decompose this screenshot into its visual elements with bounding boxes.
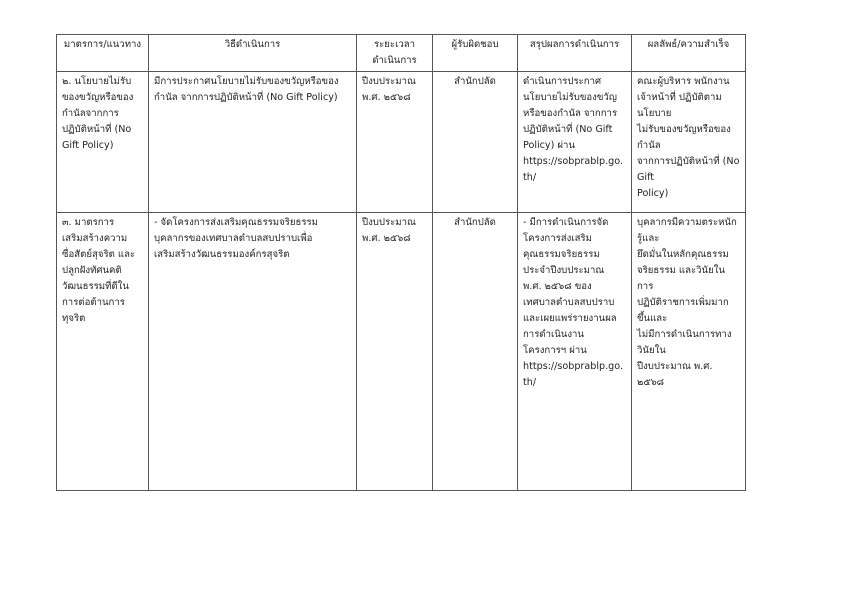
summary-cell: ดำเนินการประกาศ นโยบายไม่รับของขวัญ หรือของกำนัล จากการ ปฏิบัติหน้าที่ (No Gift Policy) ผ่าน https://sobprablp.go. th/: [518, 72, 632, 213]
header-summary: สรุปผลการดำเนินการ: [518, 35, 632, 72]
measure-cell: ๓. มาตรการ เสริมสร้างความ ซื่อสัตย์สุจริต และ ปลูกฝังทัศนคติ วัฒนธรรมที่ดีใน การต่อต้านการ ทุจริต: [57, 213, 149, 491]
method-cell: - จัดโครงการส่งเสริมคุณธรรมจริยธรรม บุคลากรของเทศบาลตำบลสบปราบเพื่อ เสริมสร้างวัฒนธรรมองค์กรสุจริต: [149, 213, 357, 491]
measures-table: [56, 34, 746, 491]
method-cell: มีการประกาศนโยบายไม่รับของขวัญหรือของ กำนัล จากการปฏิบัติหน้าที่ (No Gift Policy): [149, 72, 357, 213]
period-cell: ปีงบประมาณ พ.ศ. ๒๕๖๘: [357, 72, 433, 213]
result-cell: คณะผู้บริหาร พนักงาน เจ้าหน้าที่ ปฏิบัติตามนโยบาย ไม่รับของขวัญหรือของกำนัล จากการปฏิบัติหน้าที่ (No Gift Policy): [632, 72, 746, 213]
table-row: [57, 213, 746, 491]
responsible-cell: สำนักปลัด: [433, 72, 518, 213]
header-responsible: ผู้รับผิดชอบ: [433, 35, 518, 72]
table-row: [57, 72, 746, 213]
header-result: ผลลัพธ์/ความสำเร็จ: [632, 35, 746, 72]
header-period: ระยะเวลา ดำเนินการ: [357, 35, 433, 72]
period-cell: ปีงบประมาณ พ.ศ. ๒๕๖๘: [357, 213, 433, 491]
table-header-row: [57, 35, 746, 72]
summary-cell: - มีการดำเนินการจัด โครงการส่งเสริม คุณธรรมจริยธรรม ประจำปีงบประมาณ พ.ศ. ๒๕๖๘ ของ เทศบาลตำบลสบปราบ และเผยแพร่รายงานผล การดำเนินงาน โครงการฯ ผ่าน https://sobprablp.go. th/: [518, 213, 632, 491]
result-cell: บุคลากรมีความตระหนักรู้และ ยึดมั่นในหลักคุณธรรม จริยธรรม และวินัยในการ ปฏิบัติราชการเพิ่มมากขึ้นและ ไม่มีการดำเนินการทางวินัยใน ปีงบประมาณ พ.ศ. ๒๕๖๘: [632, 213, 746, 491]
responsible-cell: สำนักปลัด: [433, 213, 518, 491]
header-measure: มาตรการ/แนวทาง: [57, 35, 149, 72]
measure-cell: ๒. นโยบายไม่รับ ของขวัญหรือของ กำนัลจากการ ปฏิบัติหน้าที่ (No Gift Policy): [57, 72, 149, 213]
header-method: วิธีดำเนินการ: [149, 35, 357, 72]
